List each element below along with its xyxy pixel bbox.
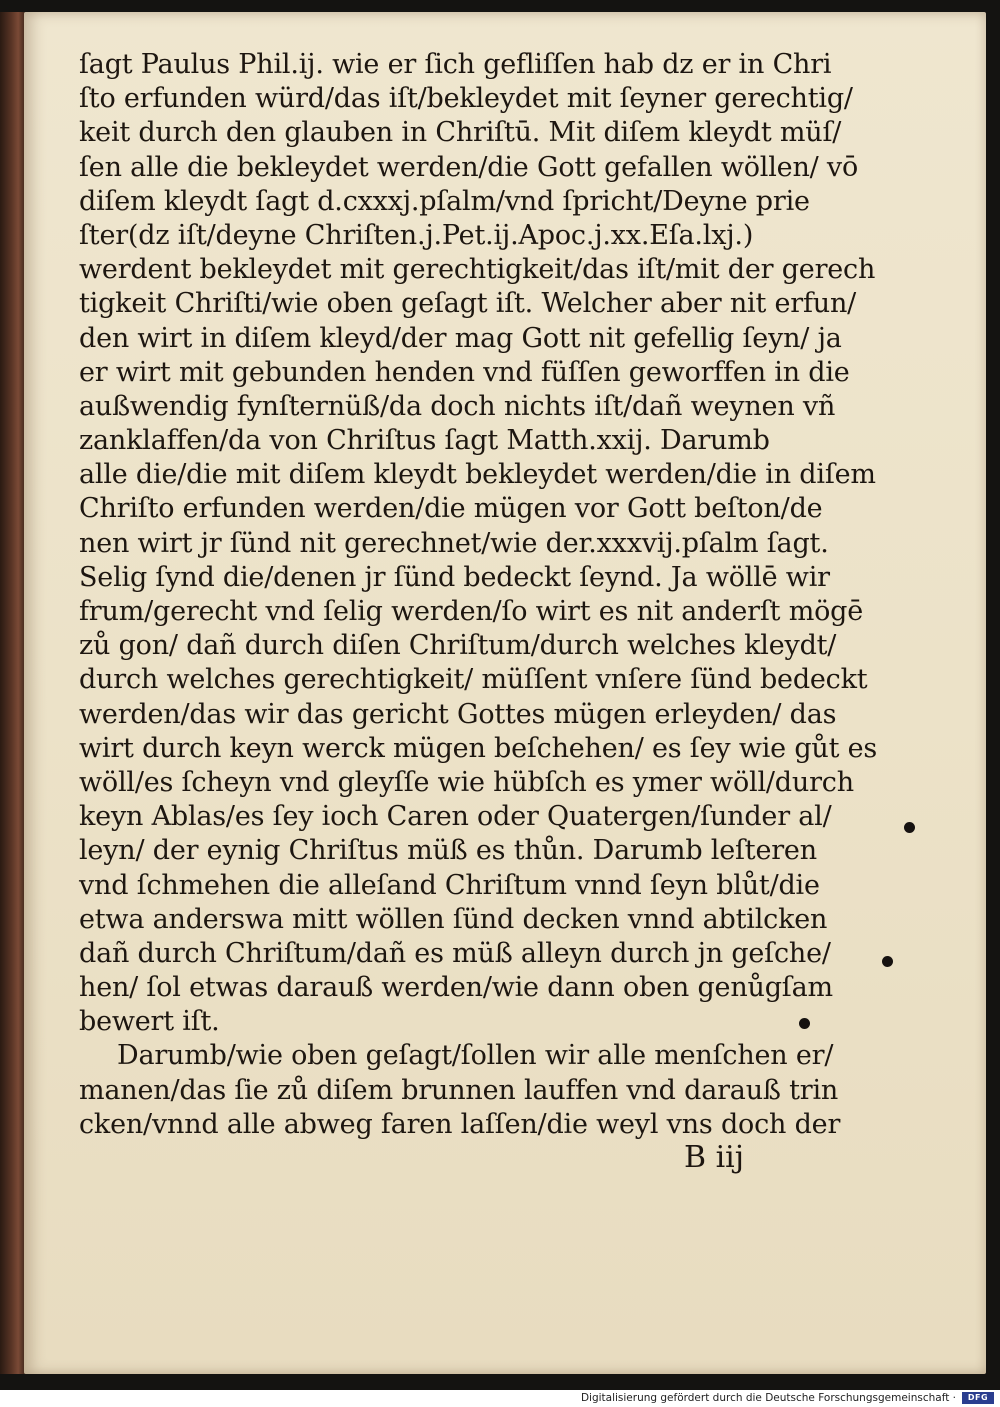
signature-mark: B iij (684, 1140, 745, 1175)
text-line: keit durch den glauben in Chriſtū. Mit diſem kleydt müſ/ (79, 117, 842, 149)
text-line: den wirt in diſem kleyd/der mag Gott nit gefellig ſeyn/ ja (79, 322, 842, 354)
ink-dot (882, 956, 893, 967)
text-line: ſto erfunden würd/das iſt/bekleydet mit ſeyner gerechtig/ (79, 83, 853, 115)
text-line: Chriſto erfunden werden/die mügen vor Gott beſton/de (79, 493, 823, 525)
text-line: keyn Ablas/es ſey ioch Caren oder Quatergen/ſunder al/ (79, 801, 832, 833)
text-block (79, 48, 878, 1142)
book-page (24, 12, 986, 1374)
text-line: ſter(dz iſt/deyne Chriſten.j.Pet.ij.Apoc.j.xx.Eſa.lxj.) (79, 219, 754, 251)
text-line: bewert iſt. (79, 1006, 220, 1038)
text-line: hen/ ſol etwas darauß werden/wie dann oben genůgſam (79, 972, 833, 1004)
ink-dot (904, 822, 915, 833)
dfg-logo: DFG (962, 1392, 994, 1404)
text-line: manen/das ſie zů diſem brunnen lauffen vnd darauß trin (79, 1074, 839, 1106)
text-line: er wirt mit gebunden henden vnd füſſen geworffen in die (79, 356, 850, 388)
text-line: frum/gerecht vnd ſelig werden/ſo wirt es nit anderſt mögē (79, 596, 864, 627)
text-line: durch welches gerechtigkeit/ müſſent vnſere ſünd bedeckt (79, 664, 868, 696)
text-line: werden/das wir das gericht Gottes mügen erleyden/ das (79, 698, 837, 730)
text-line: ſagt Paulus Phil.ij. wie er ſich gefliſſen hab dz er in Chri (79, 49, 832, 80)
text-line: cken/vnnd alle abweg faren laſſen/die weyl vns doch der (79, 1108, 841, 1140)
text-line: zů gon/ dañ durch diſen Chriſtum/durch welches kleydt/ (79, 630, 837, 662)
text-line: etwa anderswa mitt wöllen ſünd decken vnnd abtilcken (79, 903, 828, 935)
text-line: alle die/die mit diſem kleydt bekleydet werden/die in diſem (79, 459, 876, 491)
funding-credit: Digitalisierung gefördert durch die Deutsche Forschungsgemeinschaft · (580, 1392, 956, 1404)
text-line: wöll/es ſcheyn vnd gleyſſe wie hübſch es ymer wöll/durch (79, 766, 854, 798)
footer-bar (0, 1390, 1000, 1407)
ink-dot (799, 1018, 810, 1029)
text-line: tigkeit Chriſti/wie oben geſagt iſt. Welcher aber nit erfun/ (79, 288, 857, 320)
text-line: werdent bekleydet mit gerechtigkeit/das iſt/mit der gerech (79, 254, 876, 286)
text-line: nen wirt jr ſünd nit gerechnet/wie der.xxxvij.pſalm ſagt. (79, 527, 829, 559)
book-spine-edge (0, 12, 26, 1374)
text-line: leyn/ der eynig Chriſtus müß es thůn. Darumb leſteren (79, 835, 817, 867)
text-line: dañ durch Chriſtum/dañ es müß alleyn durch jn geſche/ (79, 937, 831, 969)
text-line: zanklaffen/da von Chriſtus ſagt Matth.xxij. Darumb (79, 425, 770, 457)
text-line: außwendig fynſternüß/da doch nichts iſt/dañ weynen vñ (79, 390, 836, 422)
text-line: vnd ſchmehen die alleſand Chriſtum vnnd ſeyn blůt/die (79, 869, 820, 901)
text-line: diſem kleydt ſagt d.cxxxj.pſalm/vnd ſpricht/Deyne prie (79, 185, 810, 217)
paragraph-start-line: Darumb/wie oben geſagt/ſollen wir alle menſchen er/ (117, 1040, 834, 1072)
text-line: ſen alle die bekleydet werden/die Gott gefallen wöllen/ vō (79, 151, 859, 183)
text-line: wirt durch keyn werck mügen beſchehen/ es ſey wie gůt es (79, 732, 878, 764)
text-line: Selig ſynd die/denen jr ſünd bedeckt ſeynd. Ja wöllē wir (79, 561, 830, 593)
